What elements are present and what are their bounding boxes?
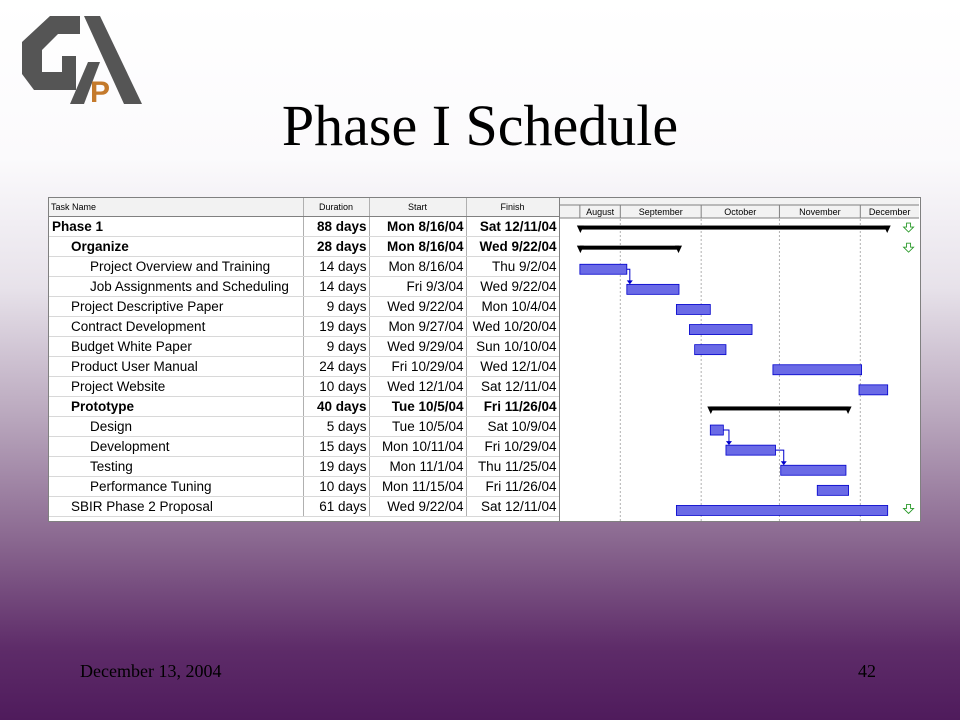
finish-cell: Sat 12/11/04 <box>466 377 559 397</box>
duration-cell: 10 days <box>303 477 369 497</box>
start-cell: Mon 10/11/04 <box>369 437 466 457</box>
finish-cell: Sat 12/11/04 <box>466 497 559 517</box>
task-name-cell: Contract Development <box>49 317 303 337</box>
task-bar <box>627 284 679 294</box>
duration-cell: 15 days <box>303 437 369 457</box>
duration-cell: 19 days <box>303 457 369 477</box>
start-cell: Wed 12/1/04 <box>369 377 466 397</box>
task-table <box>49 198 560 517</box>
task-bar <box>781 465 846 475</box>
duration-cell: 9 days <box>303 297 369 317</box>
table-row[interactable] <box>49 317 559 337</box>
gantt-timeline <box>559 198 919 521</box>
task-name-cell: Project Website <box>49 377 303 397</box>
header-duration: Duration <box>303 198 369 217</box>
dependency-arrow <box>723 430 729 442</box>
task-name-cell: Phase 1 <box>49 217 303 237</box>
dependency-arrow <box>627 269 630 281</box>
duration-cell: 14 days <box>303 257 369 277</box>
task-name-cell: Project Overview and Training <box>49 257 303 277</box>
slide-title: Phase I Schedule <box>281 93 679 158</box>
task-name-cell: Budget White Paper <box>49 337 303 357</box>
logo-letters: P <box>90 76 111 108</box>
summary-bar <box>580 226 888 230</box>
task-name-cell: Product User Manual <box>49 357 303 377</box>
finish-cell: Sun 10/10/04 <box>466 337 559 357</box>
start-cell: Wed 9/29/04 <box>369 337 466 357</box>
task-name-cell: Project Descriptive Paper <box>49 297 303 317</box>
start-cell: Fri 9/3/04 <box>369 277 466 297</box>
dependency-arrow-head <box>781 461 787 465</box>
duration-cell: 88 days <box>303 217 369 237</box>
duration-cell: 14 days <box>303 277 369 297</box>
start-cell: Mon 11/15/04 <box>369 477 466 497</box>
start-cell: Mon 9/27/04 <box>369 317 466 337</box>
table-row[interactable] <box>49 397 559 417</box>
start-cell: Wed 9/22/04 <box>369 497 466 517</box>
table-row[interactable] <box>49 457 559 477</box>
duration-cell: 61 days <box>303 497 369 517</box>
duration-cell: 40 days <box>303 397 369 417</box>
finish-cell: Wed 12/1/04 <box>466 357 559 377</box>
month-label: November <box>799 207 841 217</box>
duration-cell: 19 days <box>303 317 369 337</box>
continuation-arrow-icon <box>904 223 914 232</box>
task-bar <box>859 385 888 395</box>
table-row[interactable] <box>49 297 559 317</box>
start-cell: Mon 8/16/04 <box>369 217 466 237</box>
task-bar <box>695 345 726 355</box>
start-cell: Mon 8/16/04 <box>369 257 466 277</box>
task-bar <box>726 445 776 455</box>
finish-cell: Mon 10/4/04 <box>466 297 559 317</box>
summary-bar <box>710 406 848 410</box>
task-name-cell: Organize <box>49 237 303 257</box>
task-bar <box>676 304 710 314</box>
table-row[interactable] <box>49 257 559 277</box>
page-number: 42 <box>858 661 876 681</box>
duration-cell: 10 days <box>303 377 369 397</box>
header-task-name: Task Name <box>49 198 303 217</box>
task-bar <box>773 365 862 375</box>
table-row[interactable] <box>49 277 559 297</box>
dependency-arrow-head <box>627 280 633 284</box>
header-finish: Finish <box>466 198 559 217</box>
continuation-arrow-icon <box>904 243 914 252</box>
table-row[interactable] <box>49 217 559 237</box>
duration-cell: 24 days <box>303 357 369 377</box>
dependency-arrow-head <box>726 441 732 445</box>
task-name-cell: Prototype <box>49 397 303 417</box>
task-name-cell: SBIR Phase 2 Proposal <box>49 497 303 517</box>
finish-cell: Fri 10/29/04 <box>466 437 559 457</box>
task-bar <box>580 264 627 274</box>
start-cell: Mon 11/1/04 <box>369 457 466 477</box>
task-name-cell: Development <box>49 437 303 457</box>
start-cell: Mon 8/16/04 <box>369 237 466 257</box>
duration-cell: 5 days <box>303 417 369 437</box>
finish-cell: Sat 12/11/04 <box>466 217 559 237</box>
task-name-cell: Design <box>49 417 303 437</box>
start-cell: Wed 9/22/04 <box>369 297 466 317</box>
summary-bar <box>580 246 679 250</box>
finish-cell: Wed 9/22/04 <box>466 277 559 297</box>
table-row[interactable] <box>49 237 559 257</box>
task-bar <box>817 485 848 495</box>
finish-cell: Thu 9/2/04 <box>466 257 559 277</box>
task-bar <box>676 505 887 515</box>
month-label: December <box>868 207 911 217</box>
footer-date: December 13, 2004 <box>80 661 222 681</box>
table-row[interactable] <box>49 477 559 497</box>
start-cell: Tue 10/5/04 <box>369 417 466 437</box>
start-cell: Fri 10/29/04 <box>369 357 466 377</box>
month-label: September <box>638 207 683 217</box>
table-row[interactable] <box>49 437 559 457</box>
finish-cell: Wed 10/20/04 <box>466 317 559 337</box>
duration-cell: 28 days <box>303 237 369 257</box>
table-row[interactable] <box>49 357 559 377</box>
table-row[interactable] <box>49 497 559 517</box>
task-bar <box>689 325 752 335</box>
task-name-cell: Job Assignments and Scheduling <box>49 277 303 297</box>
task-name-cell: Performance Tuning <box>49 477 303 497</box>
finish-cell: Thu 11/25/04 <box>466 457 559 477</box>
start-cell: Tue 10/5/04 <box>369 397 466 417</box>
table-row[interactable] <box>49 417 559 437</box>
table-row[interactable] <box>49 377 559 397</box>
table-header-row <box>49 198 559 217</box>
finish-cell: Fri 11/26/04 <box>466 397 559 417</box>
finish-cell: Wed 9/22/04 <box>466 237 559 257</box>
task-name-cell: Testing <box>49 457 303 477</box>
continuation-arrow-icon <box>904 504 914 513</box>
finish-cell: Sat 10/9/04 <box>466 417 559 437</box>
table-row[interactable] <box>49 337 559 357</box>
task-bar <box>710 425 723 435</box>
finish-cell: Fri 11/26/04 <box>466 477 559 497</box>
month-label: October <box>724 207 757 217</box>
header-start: Start <box>369 198 466 217</box>
gantt-chart <box>48 197 921 522</box>
month-label: August <box>586 207 615 217</box>
duration-cell: 9 days <box>303 337 369 357</box>
